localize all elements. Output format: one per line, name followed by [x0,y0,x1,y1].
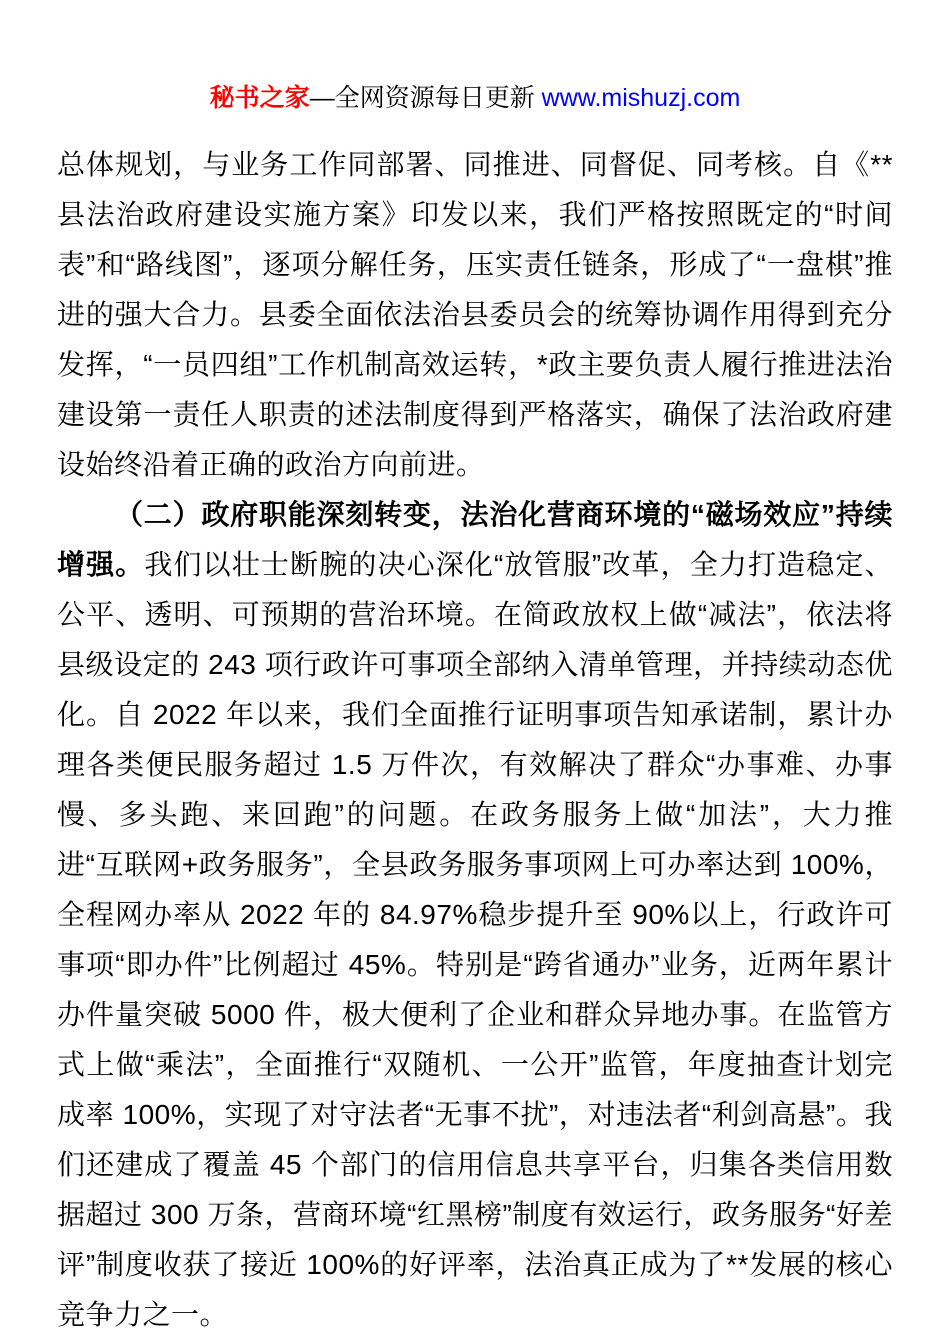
paragraph-continuation [57,140,893,490]
document-body [57,140,893,1340]
paragraph-section-two [57,490,893,1340]
site-brand: 秘书之家 [209,84,310,112]
site-header [0,82,950,114]
section-two-heading: （二）政府职能深刻转变，法治化营商环境的“磁场效应”持续增强。 [57,499,893,580]
site-url-link[interactable]: www.mishuzj.com [541,84,741,112]
section-two-body-text: 我们以壮士断腕的决心深化“放管服”改革，全力打造稳定、公平、透明、可预期的营治环境。在简政放权上做“减法”，依法将县级设定的 243 项行政许可事项全部纳入清单管理，并持续动态优化。自 2022 年以来，我们全面推行证明事项告知承诺制，累计办理各类便民服务超过 1.5 万件次，有效解决了群众“办事难、办事慢、多头跑、来回跑”的问题。在政务服务上做“加法”，大力推进“互联网+政务服务”，全县政务服务事项网上可办率达到 100%，全程网办率从 2022 年的 84.97%稳步提升至 90%以上，行政许可事项“即办件”比例超过 45%。特别是“跨省通办”业务，近两年累计办件量突破 5000 件，极大便利了企业和群众异地办事。在监管方式上做“乘法”，全面推行“双随机、一公开”监管，年度抽查计划完成率 100%，实现了对守法者“无事不扰”，对违法者“利剑高悬”。我们还建成了覆盖 45 个部门的信用信息共享平台，归集各类信用数据超过 300 万条，营商环境“红黑榜”制度有效运行，政务服务“好差评”制度收获了接近 100%的好评率，法治真正成为了**发展的核心竞争力之一。 [57,549,893,1330]
paragraph-continuation-text: 总体规划，与业务工作同部署、同推进、同督促、同考核。自《**县法治政府建设实施方案》印发以来，我们严格按照既定的“时间表”和“路线图”，逐项分解任务，压实责任链条，形成了“一盘棋”推进的强大合力。县委全面依法治县委员会的统筹协调作用得到充分发挥，“一员四组”工作机制高效运转，*政主要负责人履行推进法治建设第一责任人职责的述法制度得到严格落实，确保了法治政府建设始终沿着正确的政治方向前进。 [57,149,893,480]
site-tagline: —全网资源每日更新 [309,84,535,112]
